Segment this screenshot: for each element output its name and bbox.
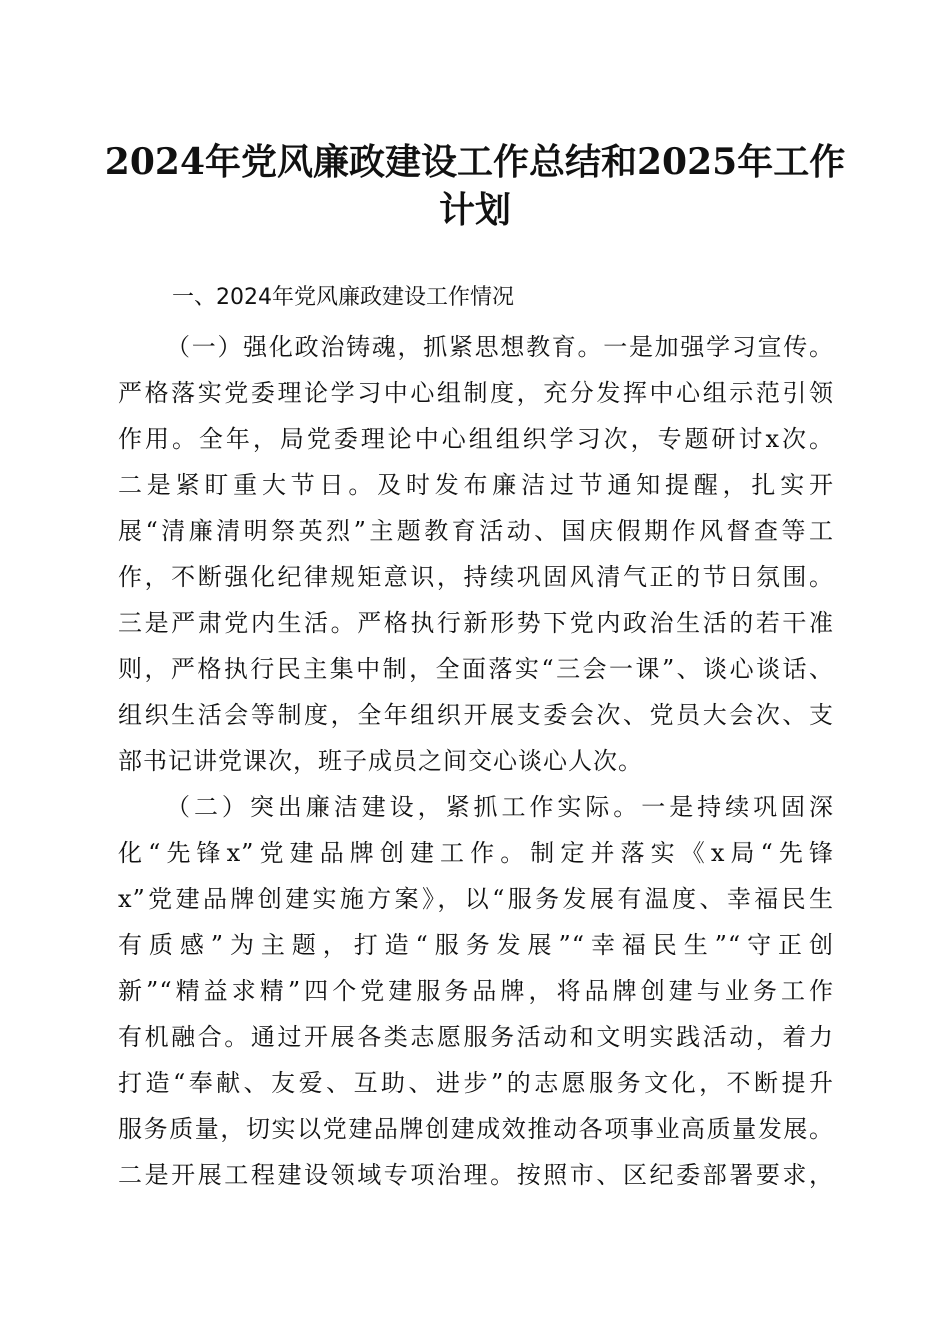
paragraph-line: 则，严格执行民主集中制，全面落实“三会一课”、谈心谈话、 — [118, 655, 834, 683]
paragraph-line: 有机融合。通过开展各类志愿服务活动和文明实践活动，着力 — [118, 1023, 834, 1051]
paragraph-line: 作，不断强化纪律规矩意识，持续巩固风清气正的节日氛围。 — [118, 563, 834, 591]
paragraph-line: 作用。全年，局党委理论中心组组织学习次，专题研讨x次。 — [118, 425, 834, 453]
paragraph-line: 组织生活会等制度，全年组织开展支委会次、党员大会次、支 — [118, 701, 834, 729]
document-body — [118, 324, 834, 1198]
paragraph-line: 三是严肃党内生活。严格执行新形势下党内政治生活的若干准 — [118, 609, 834, 637]
paragraph-line: 新”“精益求精”四个党建服务品牌，将品牌创建与业务工作 — [118, 977, 834, 1005]
paragraph-line: （二）突出廉洁建设，紧抓工作实际。一是持续巩固深 — [166, 793, 834, 821]
paragraph-line: 服务质量，切实以党建品牌创建成效推动各项事业高质量发展。 — [118, 1115, 834, 1143]
paragraph-line: 有质感”为主题，打造“服务发展”“幸福民生”“守正创 — [118, 931, 834, 959]
paragraph-line: 二是开展工程建设领域专项治理。按照市、区纪委部署要求， — [118, 1161, 834, 1189]
paragraph-line: 严格落实党委理论学习中心组制度，充分发挥中心组示范引领 — [118, 379, 834, 407]
document-title — [100, 138, 850, 234]
section-heading: 一、2024年党风廉政建设工作情况 — [172, 285, 514, 310]
paragraph-line: （一）强化政治铸魂，抓紧思想教育。一是加强学习宣传。 — [166, 333, 834, 361]
title-line-2: 计划 — [438, 189, 511, 231]
paragraph-line: 化“先锋x”党建品牌创建工作。制定并落实《x局“先锋 — [118, 839, 834, 867]
paragraph-line: 打造“奉献、友爱、互助、进步”的志愿服务文化，不断提升 — [118, 1069, 834, 1097]
paragraph-line: x”党建品牌创建实施方案》，以“服务发展有温度、幸福民生 — [118, 885, 834, 913]
paragraph-line: 部书记讲党课次，班子成员之间交心谈心人次。 — [118, 747, 643, 775]
paragraph-line: 展“清廉清明祭英烈”主题教育活动、国庆假期作风督查等工 — [118, 517, 834, 545]
paragraph-line: 二是紧盯重大节日。及时发布廉洁过节通知提醒，扎实开 — [118, 471, 834, 499]
title-line-1: 2024年党风廉政建设工作总结和2025年工作 — [104, 141, 846, 183]
